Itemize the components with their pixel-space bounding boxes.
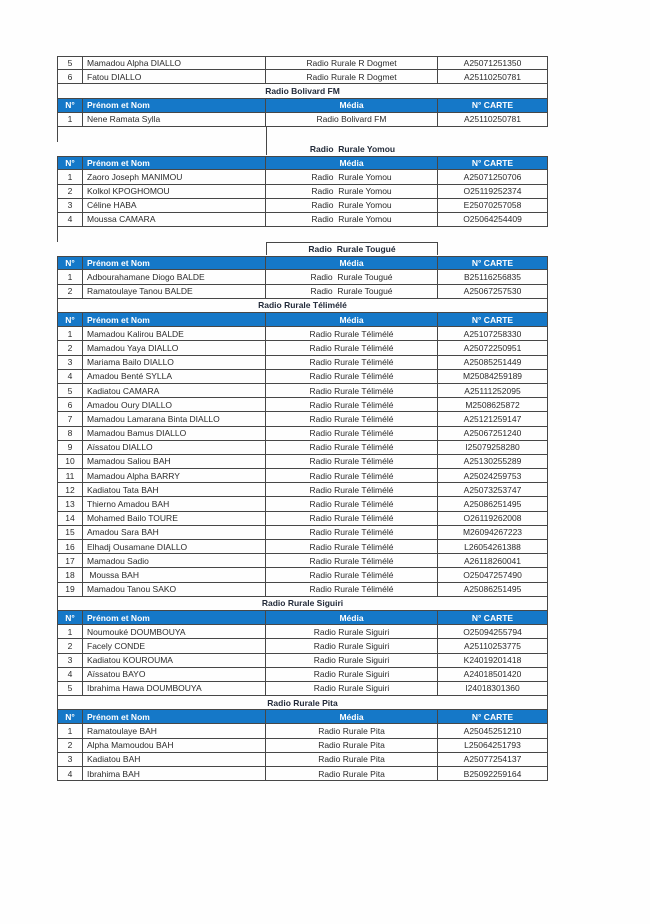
cell-media: Radio Rurale Télimélé (266, 370, 438, 383)
section-title-row (57, 597, 548, 611)
table-row (57, 185, 548, 199)
cell-carte: A25077254137 (463, 754, 522, 765)
column-header-media: Média (266, 710, 438, 723)
cell-media: Radio Rurale R Dogmet (266, 57, 438, 69)
column-header-num: N° (58, 257, 83, 269)
column-header-carte: N° CARTE (471, 158, 514, 169)
cell-num: 3 (58, 199, 83, 212)
cell-carte: M2508625872 (465, 399, 520, 410)
cell-media: Radio Rurale R Dogmet (266, 70, 438, 83)
cell-carte: A25071250706 (463, 171, 522, 182)
table-row (57, 455, 548, 469)
table-row (57, 625, 548, 639)
cell-carte: A25111252095 (464, 385, 521, 396)
cell-num: 4 (58, 370, 83, 383)
cell-media: Radio Rurale Télimélé (266, 583, 438, 596)
cell-media: Radio Rurale Télimélé (266, 540, 438, 553)
cell-num: 3 (58, 654, 83, 667)
table-row (57, 285, 548, 299)
cell-name: Fatou DIALLO (83, 70, 266, 83)
cell-name: Amadou Benté SYLLA (83, 370, 266, 383)
cell-name: Kadiatou Tata BAH (83, 483, 266, 496)
cell-carte: A25067257530 (463, 286, 522, 297)
column-header-row (57, 313, 548, 327)
cell-carte: O25094255794 (463, 626, 522, 637)
table-row (57, 739, 548, 753)
cell-num: 4 (58, 213, 83, 226)
cell-name: Ibrahima Hawa DOUMBOUYA (83, 682, 266, 695)
cell-media: Radio Rurale Télimélé (266, 398, 438, 411)
cell-num: 6 (58, 70, 83, 83)
cell-carte: O25047257490 (463, 569, 522, 580)
cell-num: 19 (58, 583, 83, 596)
cell-carte: L26054261388 (464, 541, 521, 552)
table-row (57, 483, 548, 497)
cell-name: Kadiatou KOUROUMA (83, 654, 266, 667)
section-title-row (57, 696, 548, 710)
cell-num: 5 (58, 682, 83, 695)
cell-num: 5 (58, 384, 83, 397)
cell-media: Radio Rurale Siguiri (266, 668, 438, 681)
cell-carte: O25064254409 (463, 214, 522, 225)
cell-media: Radio Rurale Siguiri (266, 639, 438, 652)
cell-num: 1 (58, 327, 83, 340)
cell-name: Amadou Oury DIALLO (83, 398, 266, 411)
cell-name: Kolkol KPOGHOMOU (83, 185, 266, 198)
cell-carte: I24018301360 (465, 683, 520, 694)
cell-num: 8 (58, 427, 83, 440)
table-row (57, 427, 548, 441)
cell-media: Radio Rurale Yomou (266, 170, 438, 183)
cell-carte: M25084259189 (462, 371, 523, 382)
table-row (57, 724, 548, 738)
cell-media: Radio Bolivard FM (266, 113, 438, 126)
cell-num: 2 (58, 739, 83, 752)
column-header-media: Média (266, 99, 438, 112)
cell-media: Radio Rurale Pita (266, 767, 438, 780)
cell-carte: A24018501420 (463, 669, 522, 680)
cell-media: Radio Rurale Télimélé (266, 526, 438, 539)
cell-media: Radio Rurale Pita (266, 753, 438, 766)
column-divider-line (266, 127, 267, 142)
table-gap (57, 227, 548, 242)
table-row (57, 682, 548, 696)
section-title-row (57, 299, 548, 313)
cell-name: Facely CONDE (83, 639, 266, 652)
table-row (57, 113, 548, 127)
column-header-media: Média (266, 313, 438, 326)
column-header-carte: N° CARTE (471, 100, 514, 111)
cell-media: Radio Rurale Télimélé (266, 455, 438, 468)
cell-carte: O25119252374 (463, 186, 522, 197)
cell-name: Ibrahima BAH (83, 767, 266, 780)
cell-media: Radio Rurale Tougué (266, 270, 438, 283)
cell-name: Elhadj Ousamane DIALLO (83, 540, 266, 553)
table-row (57, 412, 548, 426)
cell-media: Radio Rurale Siguiri (266, 682, 438, 695)
cell-media: Radio Rurale Yomou (266, 185, 438, 198)
cell-name: Ramatoulaye BAH (83, 724, 266, 737)
column-header-media: Média (266, 157, 438, 169)
table-row (57, 199, 548, 213)
cell-media: Radio Rurale Télimélé (266, 356, 438, 369)
table-row (57, 70, 548, 84)
table-row (57, 170, 548, 184)
cell-name: Mohamed Bailo TOURE (83, 512, 266, 525)
cell-carte: A25024259753 (463, 470, 522, 481)
column-header-row (57, 611, 548, 625)
cell-num: 12 (58, 483, 83, 496)
column-header-carte: N° CARTE (471, 612, 514, 623)
cell-name: Kadiatou CAMARA (83, 384, 266, 397)
column-header-carte: N° CARTE (471, 258, 514, 269)
table-row (57, 654, 548, 668)
column-header-num: N° (58, 313, 83, 326)
cell-name: Mamadou Tanou SAKO (83, 583, 266, 596)
table-row (57, 639, 548, 653)
cell-media: Radio Rurale Tougué (266, 285, 438, 298)
table-row (57, 568, 548, 582)
cell-num: 3 (58, 753, 83, 766)
section-title: Radio Rurale Siguiri (261, 598, 344, 609)
cell-num: 15 (58, 526, 83, 539)
cell-carte: A25073253747 (463, 484, 522, 495)
table-row (57, 497, 548, 511)
cell-media: Radio Rurale Télimélé (266, 441, 438, 454)
cell-name: Alpha Mamoudou BAH (83, 739, 266, 752)
table-row (57, 341, 548, 355)
cell-name: Mamadou Saliou BAH (83, 455, 266, 468)
cell-media: Radio Rurale Yomou (266, 213, 438, 226)
cell-carte: A25067251240 (463, 428, 522, 439)
cell-name: Mamadou Yaya DIALLO (83, 341, 266, 354)
table-row (57, 540, 548, 554)
cell-carte: A25071251350 (463, 58, 522, 69)
cell-num: 2 (58, 639, 83, 652)
cell-num: 2 (58, 185, 83, 198)
cell-name: Noumouké DOUMBOUYA (83, 625, 266, 638)
column-header-row (57, 99, 548, 113)
cell-name: Mamadou Bamus DIALLO (83, 427, 266, 440)
cell-media: Radio Rurale Télimélé (266, 427, 438, 440)
column-header-row (57, 156, 548, 170)
cell-name: Moussa CAMARA (83, 213, 266, 226)
cell-name: Aïssatou BAYO (83, 668, 266, 681)
cell-carte: K24019201418 (463, 655, 522, 666)
cell-num: 7 (58, 412, 83, 425)
cell-num: 16 (58, 540, 83, 553)
table-row (57, 398, 548, 412)
table-row (57, 384, 548, 398)
cell-name: Mamadou Lamarana Binta DIALLO (83, 412, 266, 425)
column-header-name: Prénom et Nom (83, 157, 266, 169)
column-header-num: N° (58, 157, 83, 169)
column-header-media: Média (266, 257, 438, 269)
table-row (57, 327, 548, 341)
column-header-name: Prénom et Nom (83, 313, 266, 326)
cell-num: 1 (58, 113, 83, 126)
cell-carte: A25085251449 (463, 357, 522, 368)
table-row (57, 370, 548, 384)
cell-num: 1 (58, 724, 83, 737)
table-row (57, 356, 548, 370)
registration-tables (57, 56, 548, 781)
cell-num: 2 (58, 285, 83, 298)
section-title: Radio Rurale Télimélé (258, 300, 347, 311)
cell-media: Radio Rurale Siguiri (266, 654, 438, 667)
cell-name: Ramatoulaye Tanou BALDE (83, 285, 266, 298)
cell-num: 1 (58, 625, 83, 638)
cell-name: Kadiatou BAH (83, 753, 266, 766)
cell-num: 5 (58, 57, 83, 69)
table-row (57, 753, 548, 767)
cell-media: Radio Rurale Télimélé (266, 469, 438, 482)
cell-num: 11 (58, 469, 83, 482)
cell-num: 13 (58, 497, 83, 510)
cell-carte: A25045251210 (463, 726, 522, 737)
cell-name: Thierno Amadou BAH (83, 497, 266, 510)
cell-name: Mamadou Alpha BARRY (83, 469, 266, 482)
cell-carte: A25086251495 (463, 584, 522, 595)
cell-num: 2 (58, 341, 83, 354)
cell-carte: I25079258280 (465, 442, 520, 453)
cell-name: Mariama Bailo DIALLO (83, 356, 266, 369)
cell-num: 17 (58, 554, 83, 567)
column-header-name: Prénom et Nom (83, 99, 266, 112)
cell-num: 4 (58, 668, 83, 681)
cell-media: Radio Rurale Siguiri (266, 625, 438, 638)
cell-carte: A25110253775 (463, 640, 522, 651)
cell-media: Radio Rurale Pita (266, 724, 438, 737)
cell-name: Amadou Sara BAH (83, 526, 266, 539)
section-title: Radio Rurale Yomou (266, 142, 438, 155)
cell-carte: A25121259147 (463, 413, 522, 424)
cell-carte: M26094267223 (462, 527, 523, 538)
section-title: Radio Rurale Tougué (266, 242, 438, 255)
column-header-carte: N° CARTE (471, 314, 514, 325)
cell-num: 6 (58, 398, 83, 411)
cell-media: Radio Rurale Télimélé (266, 554, 438, 567)
cell-name: Céline HABA (83, 199, 266, 212)
table-row (57, 512, 548, 526)
cell-name: Nene Ramata Sylla (83, 113, 266, 126)
cell-carte: O26119262008 (463, 513, 522, 524)
cell-media: Radio Rurale Télimélé (266, 568, 438, 581)
cell-num: 18 (58, 568, 83, 581)
cell-media: Radio Rurale Télimélé (266, 412, 438, 425)
column-header-name: Prénom et Nom (83, 611, 266, 624)
cell-carte: A25110250781 (463, 114, 522, 125)
section-title-row (57, 142, 548, 156)
column-header-media: Média (266, 611, 438, 624)
cell-num: 10 (58, 455, 83, 468)
table-gap (57, 127, 548, 142)
section-title-row (57, 242, 548, 256)
cell-name: Mamadou Kalirou BALDE (83, 327, 266, 340)
cell-media: Radio Rurale Télimélé (266, 483, 438, 496)
section-title: Radio Rurale Pita (267, 697, 338, 708)
cell-media: Radio Rurale Télimélé (266, 341, 438, 354)
cell-carte: L25064251793 (464, 740, 521, 751)
cell-name: Zaoro Joseph MANIMOU (83, 170, 266, 183)
cell-name: Aïssatou DIALLO (83, 441, 266, 454)
table-row (57, 554, 548, 568)
cell-num: 14 (58, 512, 83, 525)
cell-carte: A26118260041 (463, 555, 522, 566)
table-row (57, 767, 548, 781)
column-header-num: N° (58, 710, 83, 723)
cell-media: Radio Rurale Télimélé (266, 497, 438, 510)
section-title: Radio Bolivard FM (265, 85, 340, 96)
cell-carte: A25107258330 (463, 328, 522, 339)
cell-num: 4 (58, 767, 83, 780)
cell-media: Radio Rurale Télimélé (266, 512, 438, 525)
column-header-row (57, 256, 548, 270)
cell-carte: A25086251495 (463, 499, 522, 510)
section-title-row (57, 84, 548, 98)
cell-name: Adbourahamane Diogo BALDE (83, 270, 266, 283)
table-row (57, 469, 548, 483)
cell-num: 1 (58, 170, 83, 183)
column-header-carte: N° CARTE (471, 711, 514, 722)
cell-name: Mamadou Alpha DIALLO (83, 57, 266, 69)
table-row (57, 56, 548, 70)
cell-carte: E25070257058 (463, 200, 522, 211)
column-header-num: N° (58, 611, 83, 624)
cell-num: 9 (58, 441, 83, 454)
table-row (57, 526, 548, 540)
column-header-row (57, 710, 548, 724)
table-row (57, 270, 548, 284)
column-header-name: Prénom et Nom (83, 257, 266, 269)
cell-num: 1 (58, 270, 83, 283)
table-row (57, 213, 548, 227)
column-header-name: Prénom et Nom (83, 710, 266, 723)
cell-carte: A25130255289 (463, 456, 522, 467)
table-row (57, 441, 548, 455)
table-row (57, 668, 548, 682)
cell-media: Radio Rurale Télimélé (266, 384, 438, 397)
cell-name: Mamadou Sadio (83, 554, 266, 567)
table-row (57, 583, 548, 597)
cell-num: 3 (58, 356, 83, 369)
cell-carte: B25092259164 (463, 768, 522, 779)
cell-media: Radio Rurale Yomou (266, 199, 438, 212)
cell-name: Moussa BAH (83, 568, 266, 581)
column-header-num: N° (58, 99, 83, 112)
cell-carte: B25116256835 (463, 272, 522, 283)
cell-carte: A25072250951 (463, 342, 522, 353)
cell-carte: A25110250781 (463, 71, 522, 82)
cell-media: Radio Rurale Pita (266, 739, 438, 752)
cell-media: Radio Rurale Télimélé (266, 327, 438, 340)
